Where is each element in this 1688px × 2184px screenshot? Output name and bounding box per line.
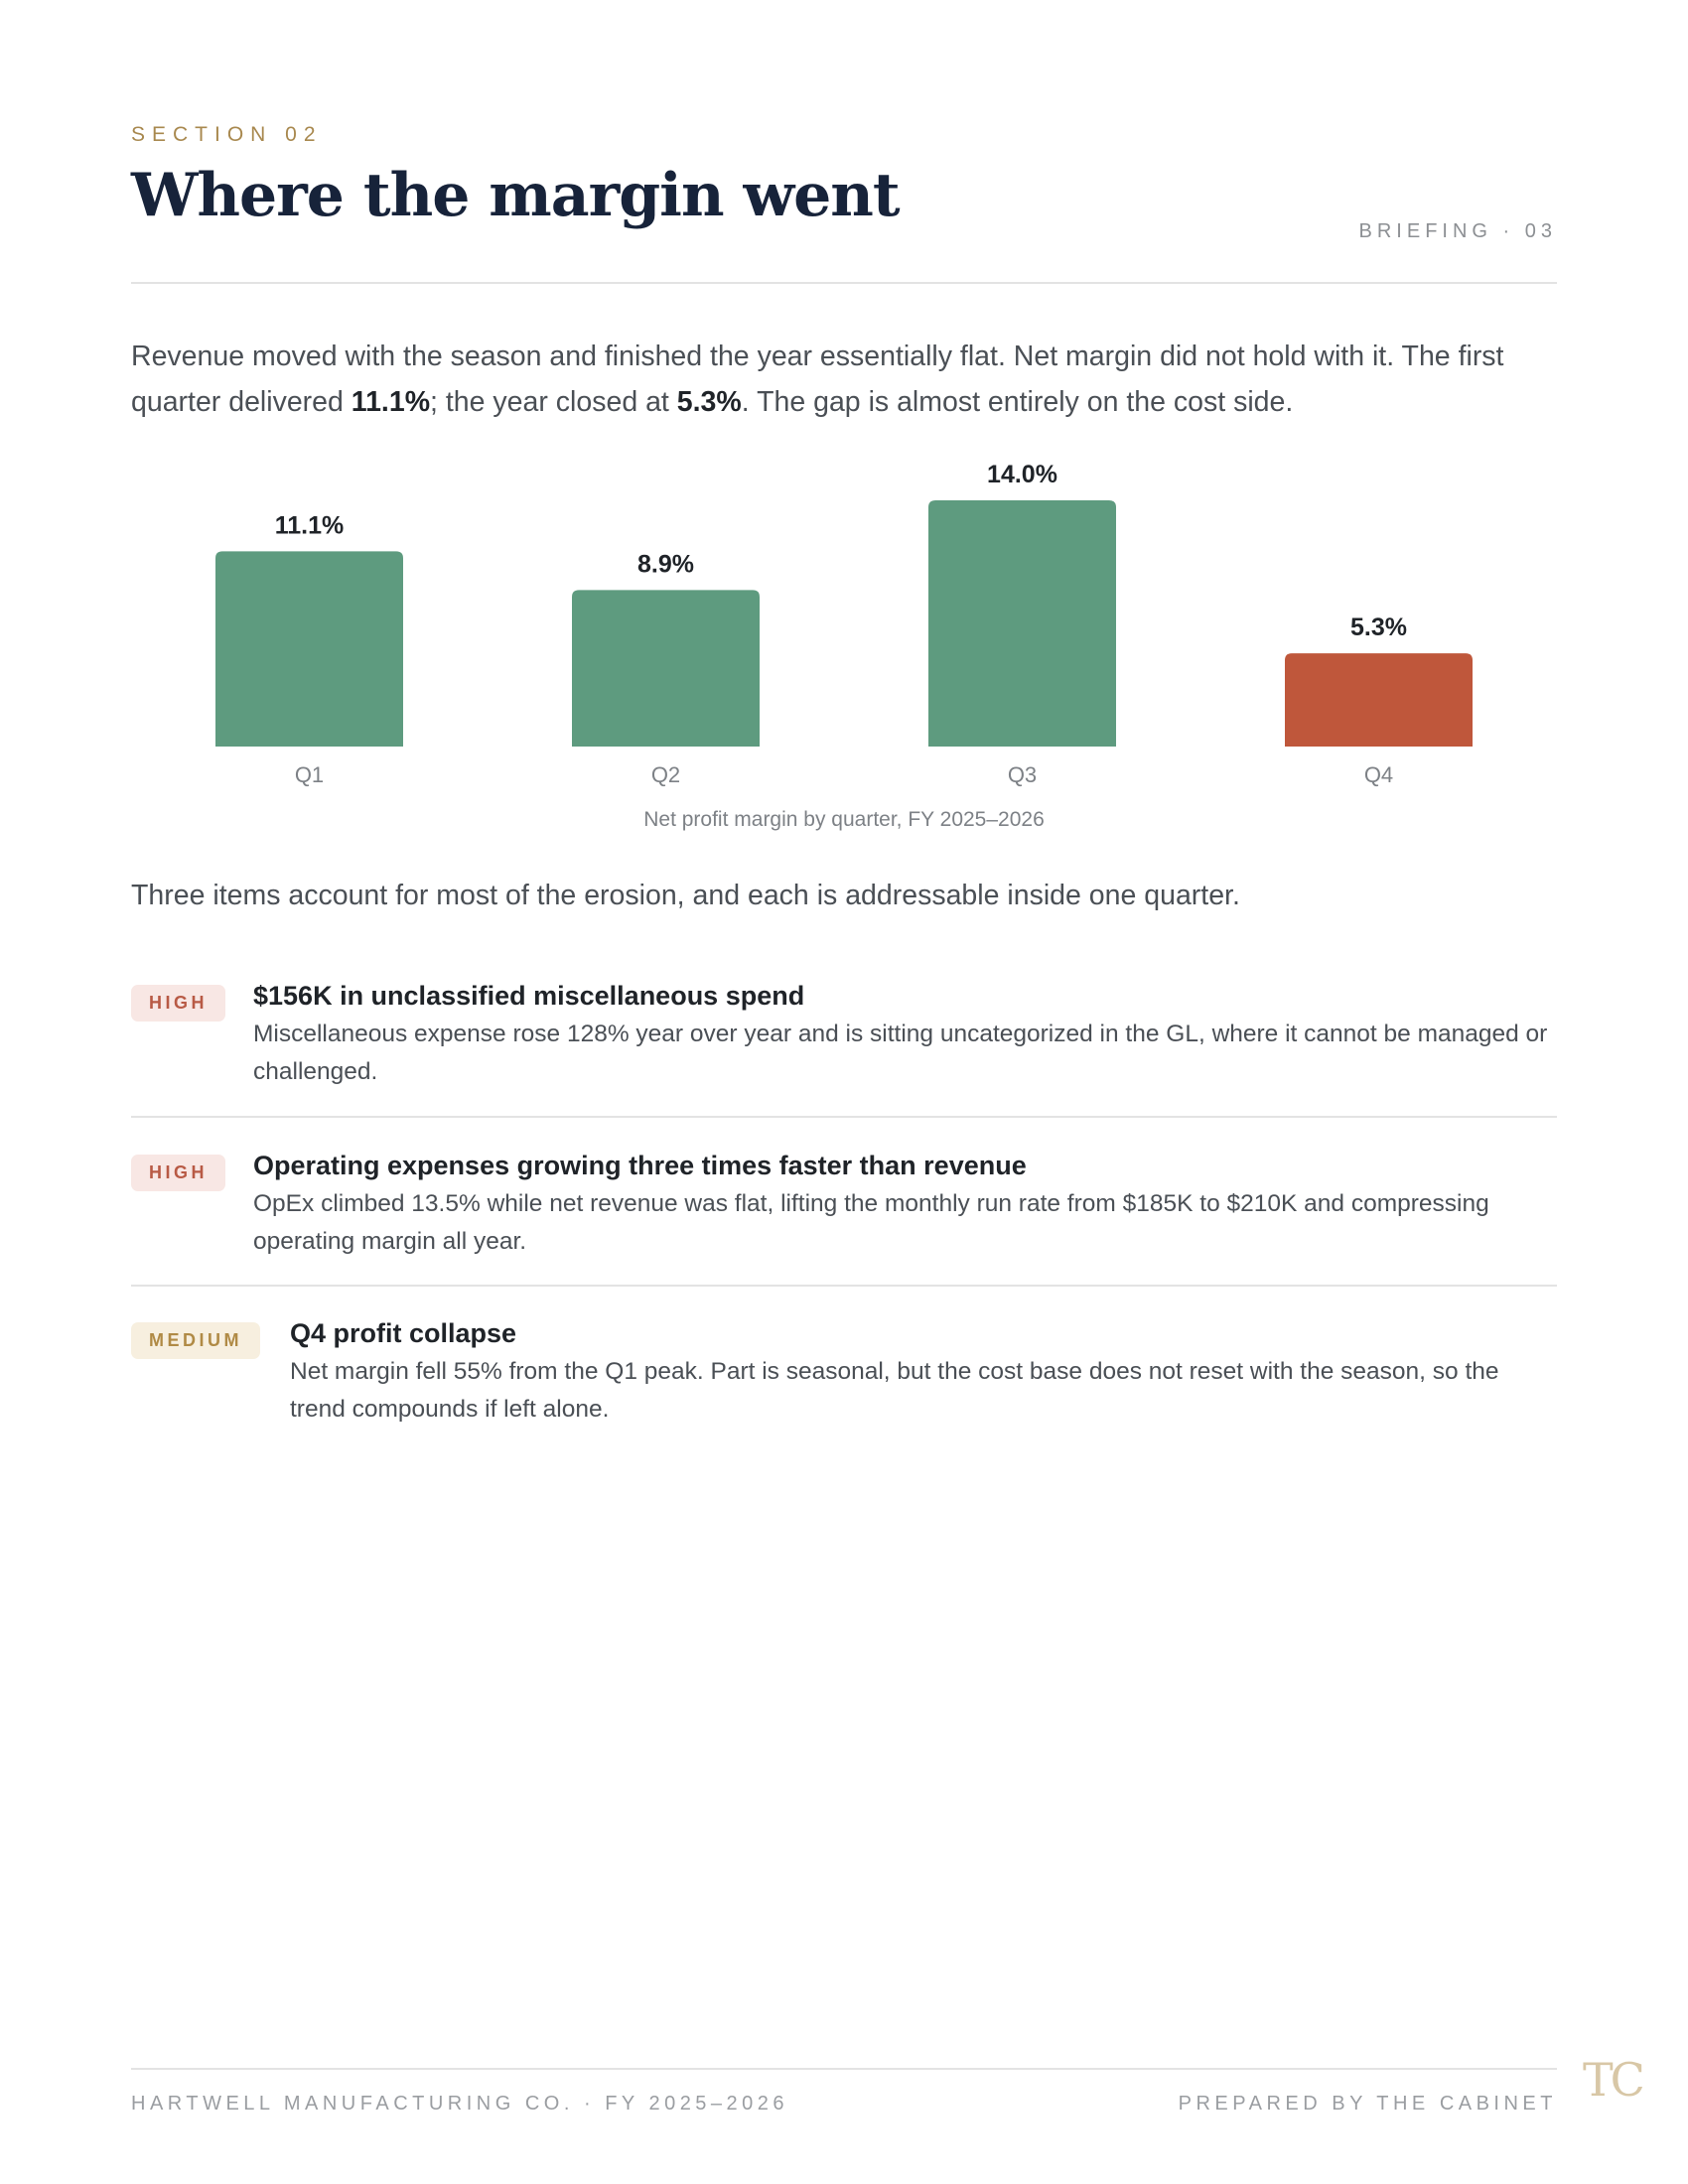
footer-company: HARTWELL MANUFACTURING CO. · FY 2025–2026: [131, 2093, 789, 2115]
finding-title: Q4 profit collapse: [290, 1318, 517, 1348]
intro-q1-value: 11.1%: [351, 386, 431, 418]
intro-text-2: ; the year closed at: [430, 386, 677, 418]
finding-text: Miscellaneous expense rose 128% year over year and is sitting uncategorized in the GL, where it cannot be managed or challenged.: [253, 1021, 1548, 1085]
severity-badge: HIGH: [131, 1155, 225, 1191]
margin-chart: [131, 447, 1557, 844]
x-tick-label: Q4: [1363, 762, 1394, 787]
intro-text-3: . The gap is almost entirely on the cost side.: [741, 386, 1294, 418]
bar-value-label: 8.9%: [637, 550, 694, 579]
intro-text-1: Revenue moved with the season and finished the year essentially flat. Net margin did not hold with it. The first quarter delivered: [131, 341, 1504, 418]
page-title: Where the margin went: [131, 161, 900, 230]
severity-badge: HIGH: [131, 985, 225, 1022]
x-tick-label: Q1: [294, 762, 325, 787]
x-tick-label: Q3: [1007, 762, 1038, 787]
x-tick-label: Q2: [650, 762, 681, 787]
finding-item: [131, 1118, 1557, 1287]
margin-chart-svg: [131, 447, 1557, 804]
findings-list: [131, 979, 1557, 1429]
briefing-number: BRIEFING · 03: [1358, 220, 1557, 242]
severity-badge: MEDIUM: [131, 1322, 260, 1359]
finding-title: Operating expenses growing three times faster than revenue: [253, 1151, 1027, 1180]
finding-title: $156K in unclassified miscellaneous spend: [253, 981, 805, 1011]
footer-prepared-by: PREPARED BY THE CABINET: [1178, 2093, 1557, 2115]
cabinet-monogram-logo: TC: [1583, 2053, 1642, 2107]
finding-text: OpEx climbed 13.5% while net revenue was flat, lifting the monthly run rate from $185K to $210K and compressing operating margin all year.: [253, 1190, 1489, 1255]
chart-caption: Net profit margin by quarter, FY 2025–2026: [643, 808, 1045, 831]
lead-paragraph: Three items account for most of the erosion, and each is addressable inside one quarter.: [131, 880, 1240, 911]
finding-text: Net margin fell 55% from the Q1 peak. Part is seasonal, but the cost base does not reset with the season, so the trend compounds if left alone.: [290, 1358, 1499, 1423]
header-divider: [131, 282, 1557, 284]
intro-paragraph: [131, 334, 1561, 425]
bar-value-label: 11.1%: [274, 511, 345, 540]
bar-q4: [1285, 653, 1473, 747]
bar-value-label: 5.3%: [1350, 614, 1407, 642]
bar-q1: [215, 551, 403, 747]
section-label: SECTION 02: [131, 123, 323, 146]
bar-value-label: 14.0%: [987, 461, 1057, 488]
intro-close-value: 5.3%: [676, 386, 742, 418]
footer-divider: [131, 2068, 1557, 2070]
bar-q2: [572, 590, 760, 747]
finding-item: [131, 979, 1557, 1118]
finding-item: [131, 1287, 1557, 1429]
bar-q3: [928, 500, 1116, 747]
